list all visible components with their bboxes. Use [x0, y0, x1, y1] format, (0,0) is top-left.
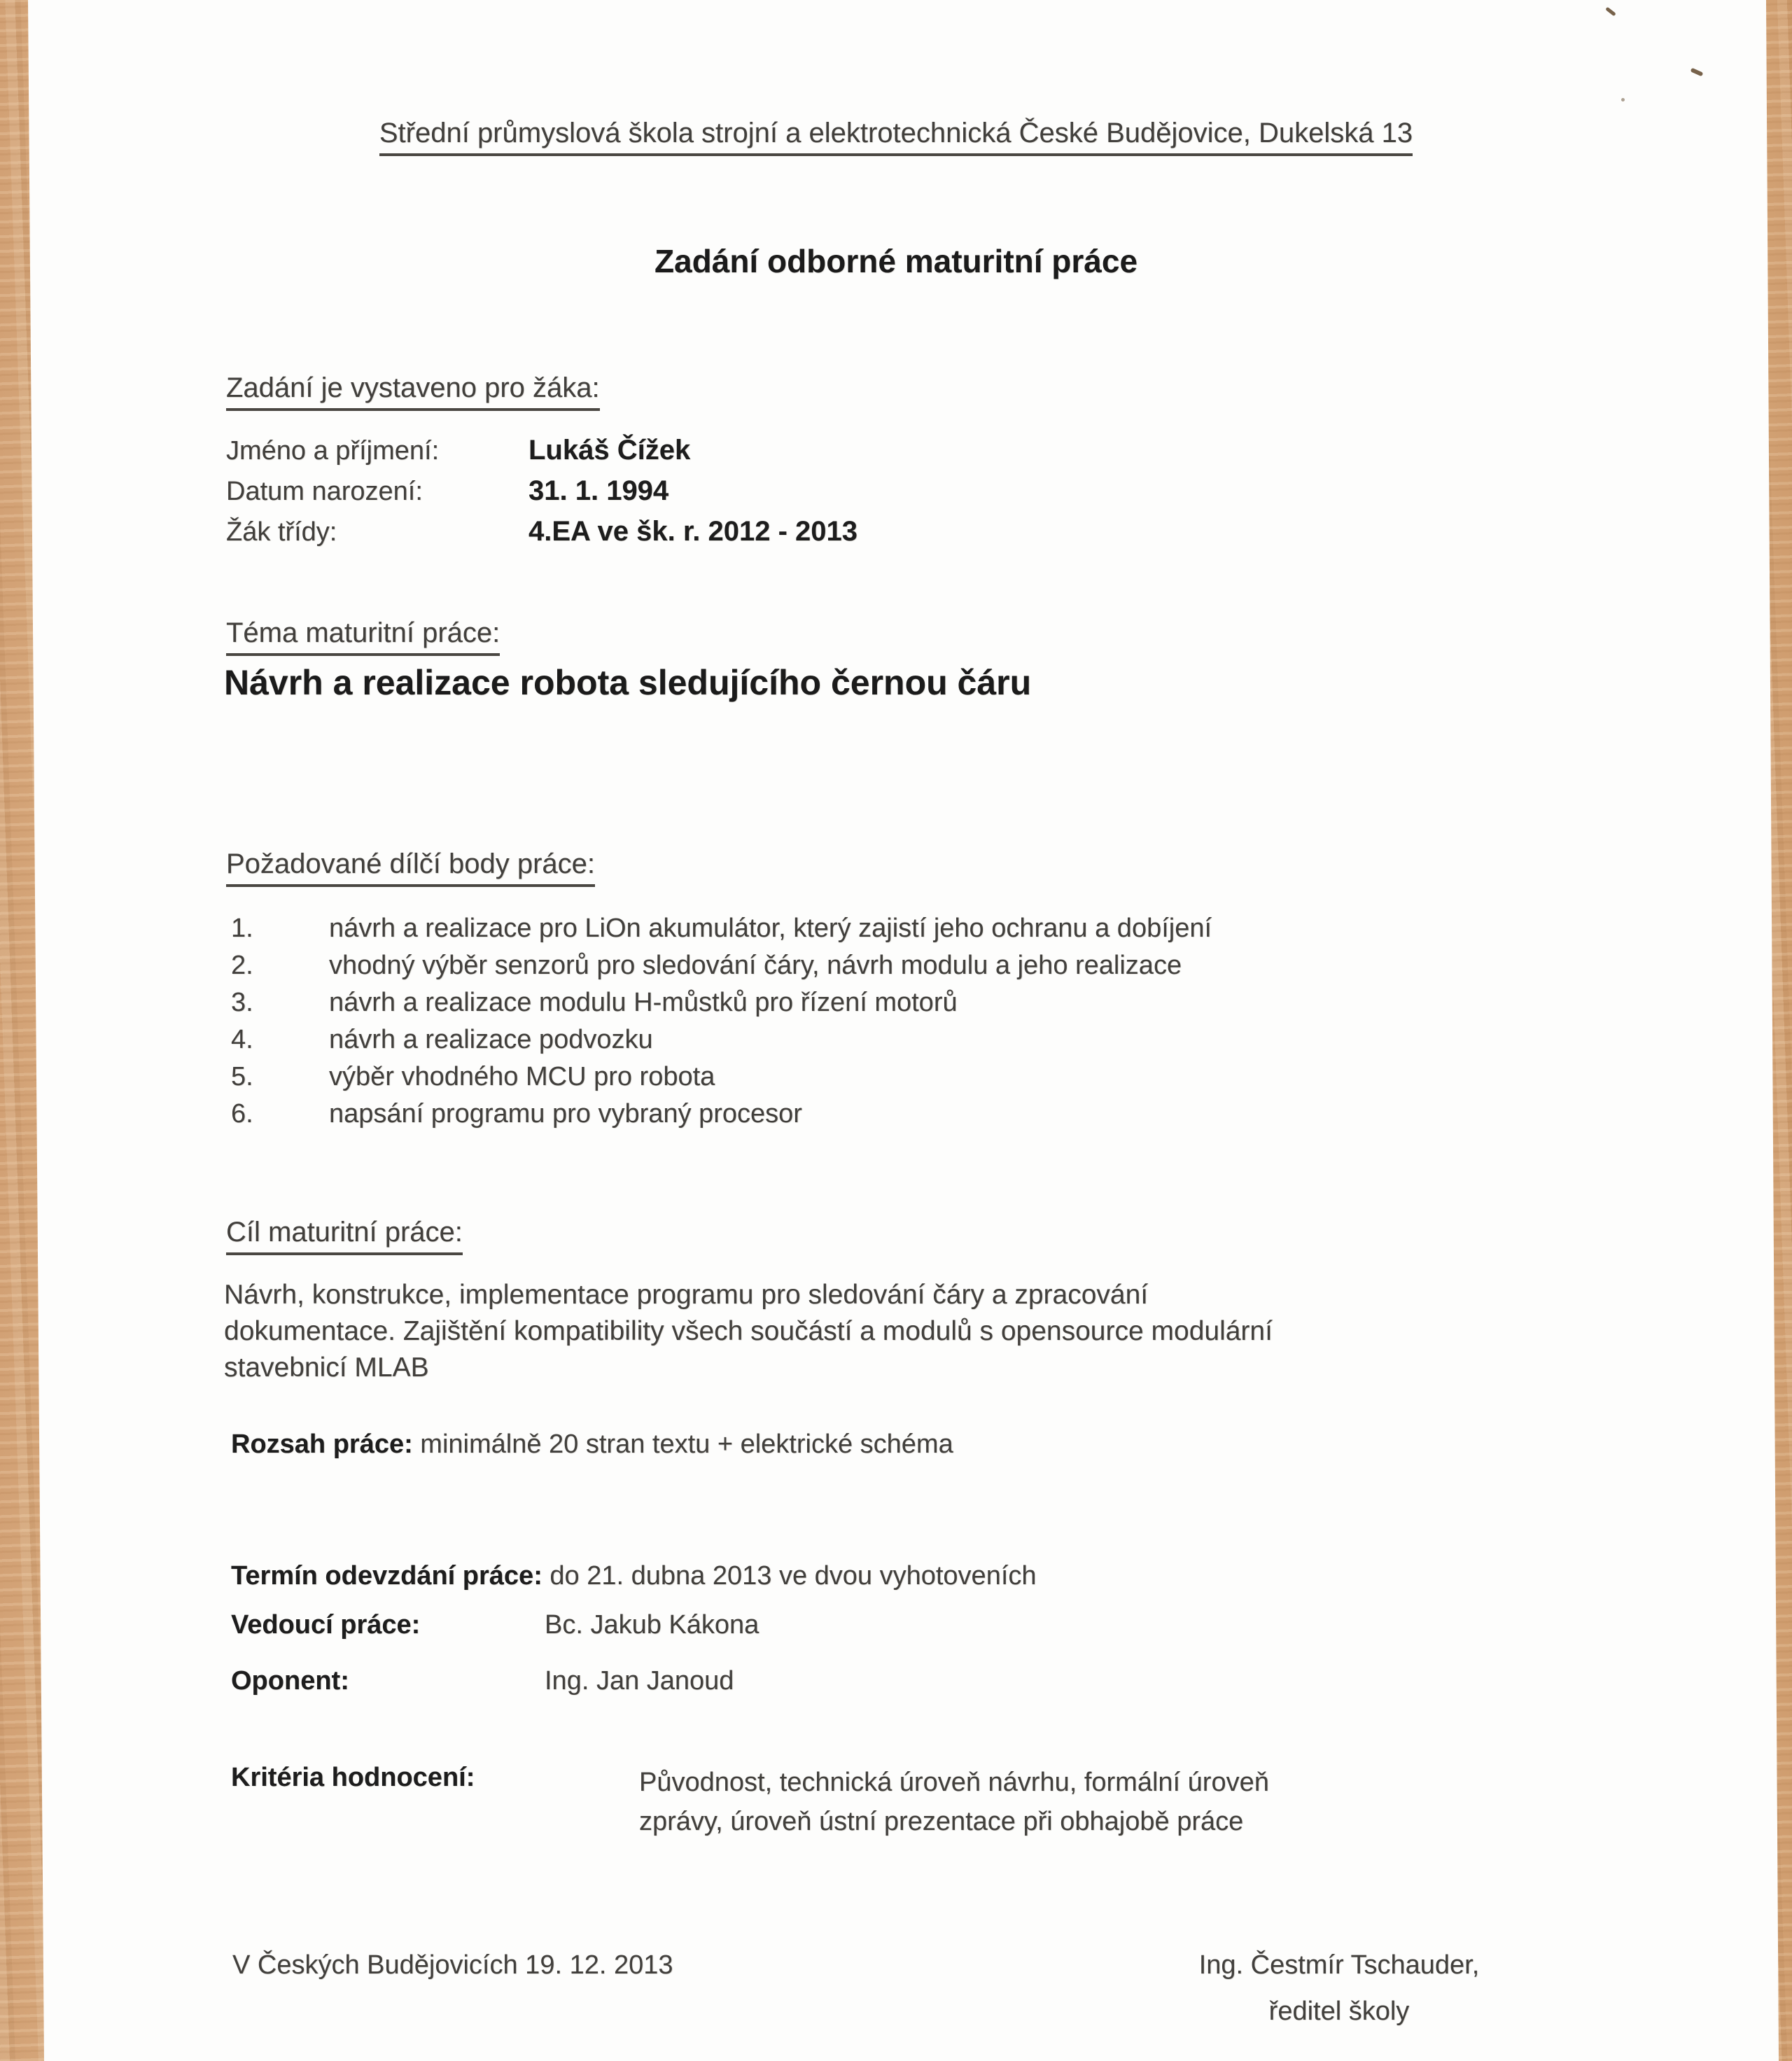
topic-wrap	[224, 662, 1031, 703]
task-number: 1.	[231, 914, 253, 943]
student-section-heading-wrap	[226, 372, 600, 411]
class-value: 4.EA ve šk. r. 2012 - 2013	[528, 516, 858, 547]
supervisor-label: Vedoucí práce:	[231, 1610, 421, 1640]
task-item	[231, 947, 1212, 984]
goal-paragraph	[224, 1277, 1273, 1386]
task-item	[231, 1059, 1212, 1096]
goal-section-heading: Cíl maturitní práce:	[226, 1217, 463, 1255]
task-number: 6.	[231, 1099, 253, 1129]
opponent-value: Ing. Jan Janoud	[545, 1666, 734, 1696]
scan-speck	[1621, 98, 1625, 102]
deadline-row	[231, 1561, 1037, 1591]
goal-line-2: dokumentace. Zajištění kompatibility všech součástí a modulů s opensource modulární	[224, 1316, 1273, 1346]
task-number: 4.	[231, 1025, 253, 1054]
criteria-line-1: Původnost, technická úroveň návrhu, formální úroveň	[639, 1768, 1269, 1797]
goal-heading-wrap	[226, 1217, 463, 1255]
signature-role: ředitel školy	[1268, 1997, 1410, 2026]
deadline-label: Termín odevzdání práce:	[231, 1561, 542, 1591]
student-name-value: Lukáš Čížek	[528, 435, 691, 466]
opponent-label: Oponent:	[231, 1666, 349, 1696]
task-item	[231, 1096, 1212, 1133]
task-text: napsání programu pro vybraný procesor	[329, 1099, 802, 1129]
task-text: vhodný výběr senzorů pro sledování čáry, návrh modulu a jeho realizace	[329, 951, 1182, 980]
signature-name: Ing. Čestmír Tschauder,	[1198, 1950, 1480, 1980]
school-header-text: Střední průmyslová škola strojní a elektrotechnická České Budějovice, Dukelská 13	[379, 118, 1413, 156]
criteria-label: Kritéria hodnocení:	[231, 1763, 475, 1792]
signature-block	[1143, 1942, 1535, 2034]
supervisor-value: Bc. Jakub Kákona	[545, 1610, 760, 1640]
class-row	[226, 511, 858, 552]
task-item	[231, 1021, 1212, 1059]
criteria-line-2: zprávy, úroveň ústní prezentace při obhajobě práce	[639, 1807, 1244, 1836]
task-number: 2.	[231, 951, 253, 980]
student-info-table	[226, 430, 858, 552]
birth-date-value: 31. 1. 1994	[528, 475, 669, 506]
student-name-row	[226, 430, 858, 470]
task-item	[231, 910, 1212, 947]
task-item	[231, 984, 1212, 1021]
task-number: 5.	[231, 1062, 253, 1091]
document-title: Zadání odborné maturitní práce	[654, 243, 1138, 279]
task-text: návrh a realizace modulu H-můstků pro řízení motorů	[329, 988, 958, 1017]
task-text: návrh a realizace pro LiOn akumulátor, který zajistí jeho ochranu a dobíjení	[329, 914, 1212, 943]
place-date: V Českých Budějovicích 19. 12. 2013	[232, 1950, 673, 1980]
task-number: 3.	[231, 988, 253, 1017]
tasks-section-heading: Požadované dílčí body práce:	[226, 848, 595, 887]
topic-section-heading: Téma maturitní práce:	[226, 617, 500, 656]
task-text: návrh a realizace podvozku	[329, 1025, 653, 1054]
tasks-heading-wrap	[226, 848, 595, 887]
task-text: výběr vhodného MCU pro robota	[329, 1062, 715, 1091]
class-label: Žák třídy:	[226, 517, 337, 547]
document-title-wrap	[0, 242, 1792, 280]
scope-value: minimálně 20 stran textu + elektrické schéma	[412, 1430, 953, 1459]
birth-date-label: Datum narození:	[226, 477, 423, 506]
goal-line-1: Návrh, konstrukce, implementace programu pro sledování čáry a zpracování	[224, 1280, 1149, 1310]
school-header	[0, 118, 1792, 156]
tasks-list	[231, 910, 1212, 1133]
thesis-topic: Návrh a realizace robota sledujícího černou čáru	[224, 663, 1032, 702]
topic-heading-wrap	[226, 617, 500, 656]
student-section-heading: Zadání je vystaveno pro žáka:	[226, 372, 600, 411]
birth-date-row	[226, 470, 858, 511]
goal-line-3: stavebnicí MLAB	[224, 1353, 429, 1383]
student-name-label: Jméno a příjmení:	[226, 436, 440, 466]
scope-label: Rozsah práce:	[231, 1430, 413, 1459]
criteria-text	[639, 1763, 1269, 1841]
scope-row	[231, 1430, 953, 1460]
deadline-value: do 21. dubna 2013 ve dvou vyhotoveních	[542, 1561, 1037, 1591]
